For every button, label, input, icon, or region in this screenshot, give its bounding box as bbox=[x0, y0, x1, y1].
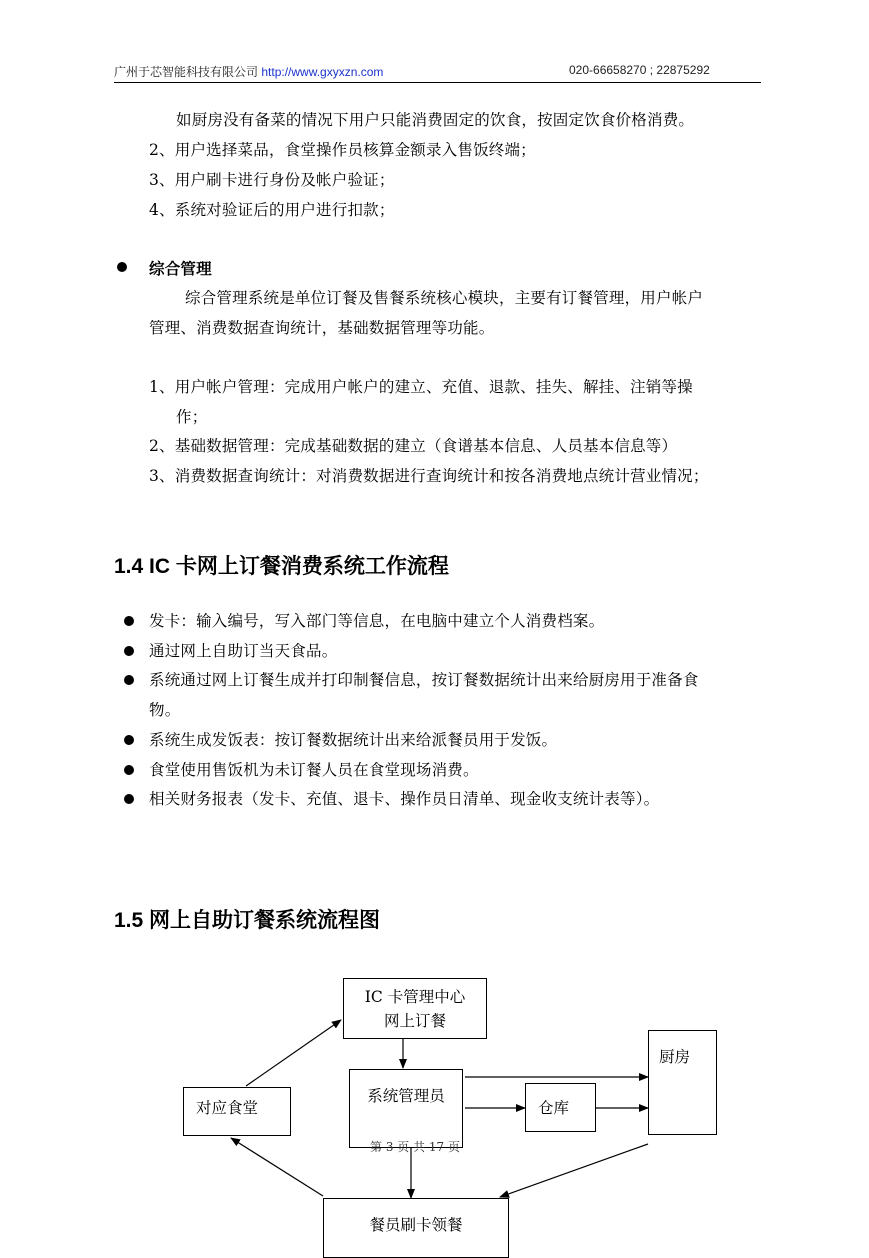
management-item-1-cont: 作； bbox=[176, 408, 208, 426]
management-item-3: 3、消费数据查询统计：对消费数据进行查询统计和按各消费地点统计营业情况； bbox=[149, 467, 709, 485]
management-title: 综合管理 bbox=[149, 259, 212, 278]
warehouse-label: 仓库 bbox=[538, 1099, 570, 1117]
workflow-bullet-3: 系统通过网上订餐生成并打印制餐信息，按订餐数据统计出来给厨房用于准备食 bbox=[149, 671, 699, 689]
company-name: 广州于芯智能科技有限公司 bbox=[114, 65, 259, 79]
workflow-bullet-5: 食堂使用售饭机为未订餐人员在食堂现场消费。 bbox=[149, 761, 479, 779]
ic-center-label-2: 网上订餐 bbox=[383, 1012, 446, 1030]
management-desc-line-2: 管理、消费数据查询统计，基础数据管理等功能。 bbox=[149, 319, 495, 337]
kitchen-label: 厨房 bbox=[659, 1048, 691, 1066]
canteen-box bbox=[183, 1087, 291, 1136]
arrow-kitchen-to-server bbox=[500, 1144, 648, 1197]
arrow-server-to-canteen bbox=[231, 1138, 323, 1196]
ic-center-label-1: IC 卡管理中心 bbox=[364, 988, 466, 1006]
kitchen-box bbox=[648, 1030, 717, 1135]
management-item-1: 1、用户帐户管理：完成用户帐户的建立、充值、退款、挂失、解挂、注销等操 bbox=[149, 378, 693, 396]
warehouse-box bbox=[525, 1083, 596, 1132]
section-1-4-heading: 1.4 IC 卡网上订餐消费系统工作流程 bbox=[114, 555, 449, 578]
section-1-5-heading: 1.5 网上自助订餐系统流程图 bbox=[114, 909, 381, 932]
workflow-bullet-1: 发卡：输入编号，写入部门等信息，在电脑中建立个人消费档案。 bbox=[149, 612, 605, 630]
intro-line-1: 如厨房没有备菜的情况下用户只能消费固定的饮食，按固定饮食价格消费。 bbox=[176, 111, 695, 129]
arrow-canteen-to-ic-center bbox=[246, 1020, 341, 1086]
intro-line-2: 2、用户选择菜品，食堂操作员核算金额录入售饭终端； bbox=[149, 141, 536, 159]
admin-box bbox=[349, 1069, 463, 1148]
page-footer: 第 3 页 共 17 页 bbox=[370, 1140, 460, 1154]
server-box bbox=[323, 1198, 509, 1258]
ic-center-box bbox=[343, 978, 487, 1039]
management-desc-line-1: 综合管理系统是单位订餐及售餐系统核心模块，主要有订餐管理，用户帐户 bbox=[185, 289, 704, 307]
workflow-bullet-6: 相关财务报表（发卡、充值、退卡、操作员日清单、现金收支统计表等）。 bbox=[149, 790, 660, 808]
intro-line-4: 4、系统对验证后的用户进行扣款； bbox=[149, 201, 395, 219]
workflow-bullet-4: 系统生成发饭表：按订餐数据统计出来给派餐员用于发饭。 bbox=[149, 731, 558, 749]
intro-line-3: 3、用户刷卡进行身份及帐户验证； bbox=[149, 171, 395, 189]
header-phone: 020-66658270 ; 22875292 bbox=[569, 63, 710, 77]
workflow-bullet-2: 通过网上自助订当天食品。 bbox=[149, 642, 338, 660]
company-url-link[interactable]: http://www.gxyxzn.com bbox=[261, 65, 384, 79]
management-item-2: 2、基础数据管理：完成基础数据的建立（食谱基本信息、人员基本信息等） bbox=[149, 437, 678, 455]
server-label: 餐员刷卡领餐 bbox=[369, 1216, 463, 1234]
admin-label: 系统管理员 bbox=[367, 1087, 445, 1105]
workflow-bullet-3-cont: 物。 bbox=[149, 701, 181, 719]
canteen-label: 对应食堂 bbox=[196, 1099, 259, 1117]
